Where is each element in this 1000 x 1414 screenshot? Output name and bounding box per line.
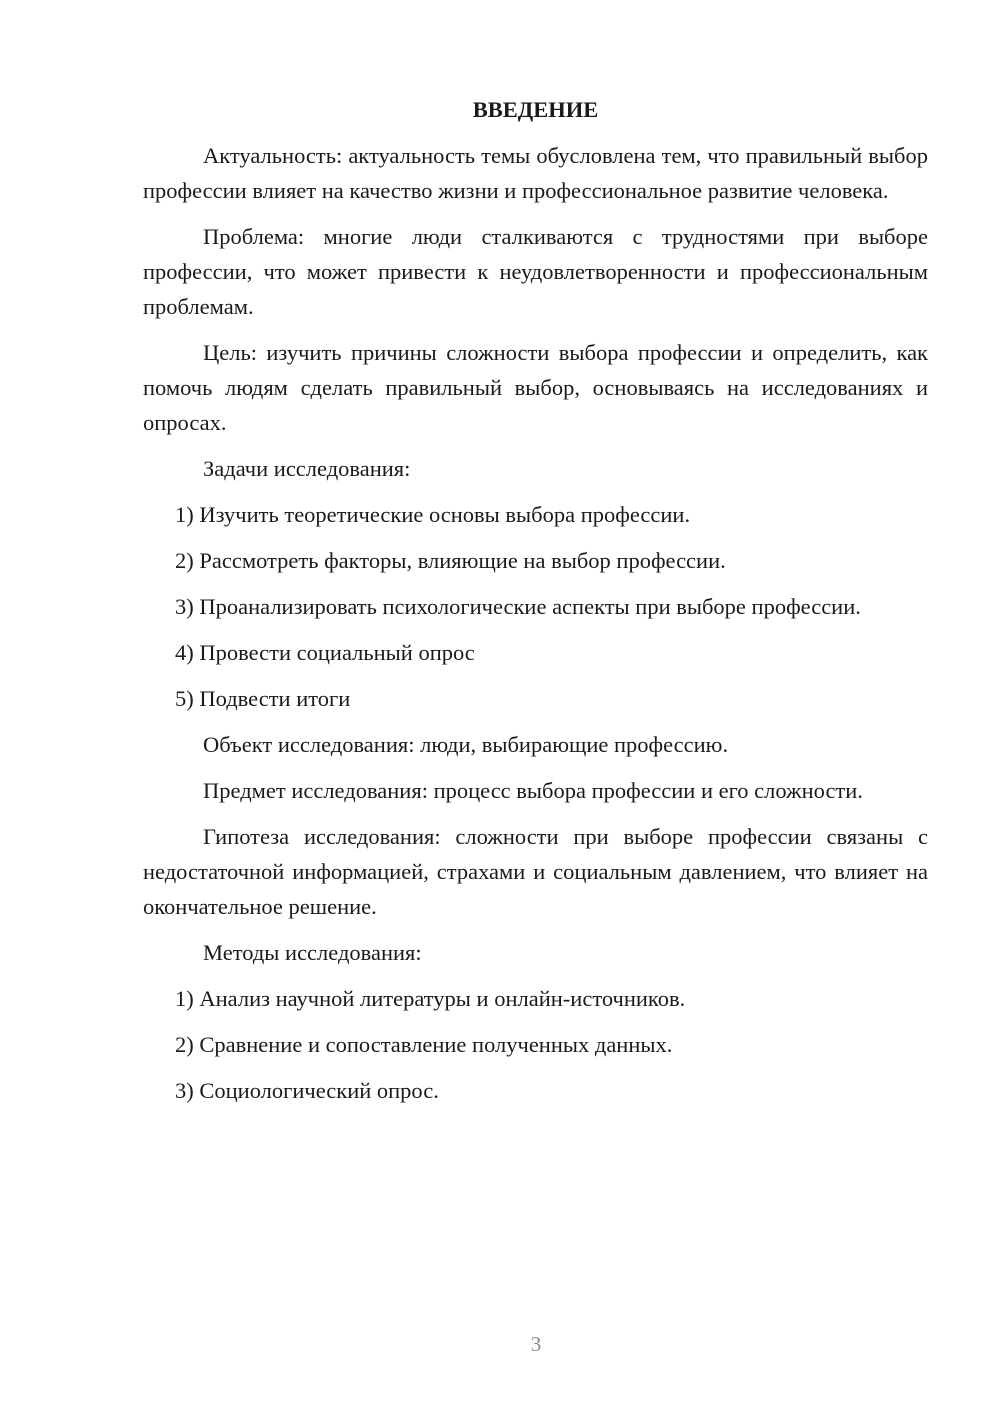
task-item: 1) Изучить теоретические основы выбора профессии. — [175, 502, 691, 527]
problem-paragraph: Проблема: многие люди сталкиваются с трудностями при выборе профессии, что может привести к неудовлетворенности и профессиональным проблемам. — [143, 224, 928, 319]
tasks-heading: Задачи исследования: — [203, 456, 411, 481]
object-paragraph: Объект исследования: люди, выбирающие профессию. — [203, 732, 729, 757]
section-title: ВВЕДЕНИЕ — [472, 97, 599, 122]
hypothesis-paragraph: Гипотеза исследования: сложности при выборе профессии связаны с недостаточной информацией, страхами и социальным давлением, что влияет на окончательное решение. — [143, 824, 928, 919]
relevance-paragraph: Актуальность: актуальность темы обусловлена тем, что правильный выбор профессии влияет на качество жизни и профессиональное развитие человека. — [143, 143, 928, 203]
method-item: 2) Сравнение и сопоставление полученных данных. — [175, 1032, 673, 1057]
task-item: 4) Провести социальный опрос — [175, 640, 475, 665]
task-item: 2) Рассмотреть факторы, влияющие на выбор профессии. — [175, 548, 726, 573]
task-item: 5) Подвести итоги — [175, 686, 351, 711]
method-item: 3) Социологический опрос. — [175, 1078, 439, 1103]
methods-heading: Методы исследования: — [203, 940, 422, 965]
subject-paragraph: Предмет исследования: процесс выбора профессии и его сложности. — [203, 778, 863, 803]
page-number: 3 — [530, 1332, 542, 1356]
task-item: 3) Проанализировать психологические аспекты при выборе профессии. — [175, 594, 861, 619]
method-item: 1) Анализ научной литературы и онлайн-источников. — [175, 986, 686, 1011]
goal-paragraph: Цель: изучить причины сложности выбора профессии и определить, как помочь людям сделать правильный выбор, основываясь на исследованиях и опросах. — [143, 340, 928, 435]
document-page — [143, 92, 928, 1119]
